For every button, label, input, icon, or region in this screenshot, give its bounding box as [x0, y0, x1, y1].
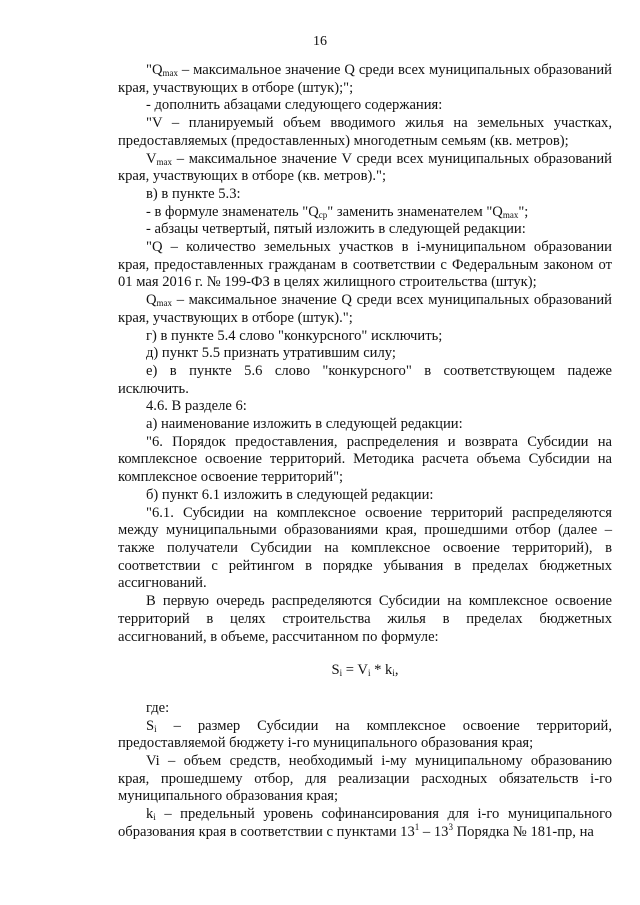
paragraph: е) в пункте 5.6 слово "конкурсного" в соответствующем падеже исключить.	[118, 362, 612, 397]
paragraph: "Q – количество земельных участков в i-муниципальном образовании края, предоставленных гражданам в соответствии с Федеральным законом от 01 мая 2016 г. № 199-ФЗ в целях жилищного строительства (штук);	[118, 239, 612, 291]
paragraph: д) пункт 5.5 признать утратившим силу;	[146, 345, 396, 362]
paragraph: - в формуле знаменатель "$Q_{ср}$" заменить знаменателем "$Q_{max}$";	[146, 203, 529, 220]
paragraph: $V_{max}$ – максимальное значение V среди всех муниципальных образований края, участвующих в отборе (кв. метров).";	[118, 150, 612, 185]
paragraph: где:	[146, 699, 170, 716]
paragraph: 4.6. В разделе 6:	[146, 398, 247, 415]
paragraph: "V – планируемый объем вводимого жилья на земельных участках, предоставляемых (предоставленных) многодетным семьям (кв. метров);	[118, 115, 612, 149]
paragraph: а) наименование изложить в следующей редакции:	[146, 416, 463, 433]
paragraph: $k_i$ – предельный уровень софинансирования для i-го муниципального образования края в соответствии с пунктами $13^1 - 13^3$ Порядка № 181-пр, на	[118, 806, 612, 840]
paragraph: г) в пункте 5.4 слово "конкурсного" исключить;	[146, 327, 443, 344]
paragraph: - дополнить абзацами следующего содержания:	[146, 97, 443, 114]
document-body	[118, 62, 612, 842]
paragraph: "6. Порядок предоставления, распределения и возврата Субсидии на комплексное освоение территорий. Методика расчета объема Субсидии на комплексное освоение территорий";	[118, 433, 612, 486]
paragraph: $Q_{max}$ – максимальное значение Q среди всех муниципальных образований края, участвующих в отборе (штук).";	[118, 292, 612, 326]
paragraph: в) в пункте 5.3:	[146, 185, 241, 202]
paragraph: "6.1. Субсидии на комплексное освоение территорий распределяются между муниципальными образованиями края, прошедшими отбор (далее – также получатели Субсидии на комплексное освоение территорий), в соответствии с рейтингом в порядке убывания в пределах бюджетных ассигнований.	[118, 504, 612, 592]
paragraph: "$Q_{max}$ – максимальное значение Q среди всех муниципальных образований края, участвующих в отборе (штук);";	[118, 62, 612, 96]
paragraph: - абзацы четвертый, пятый изложить в следующей редакции:	[146, 221, 526, 238]
formula: $S_i = V_i * k_i$,	[331, 662, 399, 679]
paragraph: Vi – объем средств, необходимый i-му муниципальному образованию края, прошедшему отбор, для реализации расходных обязательств i-го муниципального образования края;	[118, 753, 612, 805]
page-number: 16	[313, 34, 327, 49]
paragraph: б) пункт 6.1 изложить в следующей редакции:	[146, 486, 434, 503]
paragraph: $S_i$ – размер Субсидии на комплексное освоение территорий, предоставляемой бюджету i-го муниципального образования края;	[118, 717, 612, 752]
paragraph: В первую очередь распределяются Субсидии на комплексное освоение территорий в целях строительства жилья в пределах бюджетных ассигнований, в объеме, рассчитанном по формуле:	[118, 593, 612, 645]
